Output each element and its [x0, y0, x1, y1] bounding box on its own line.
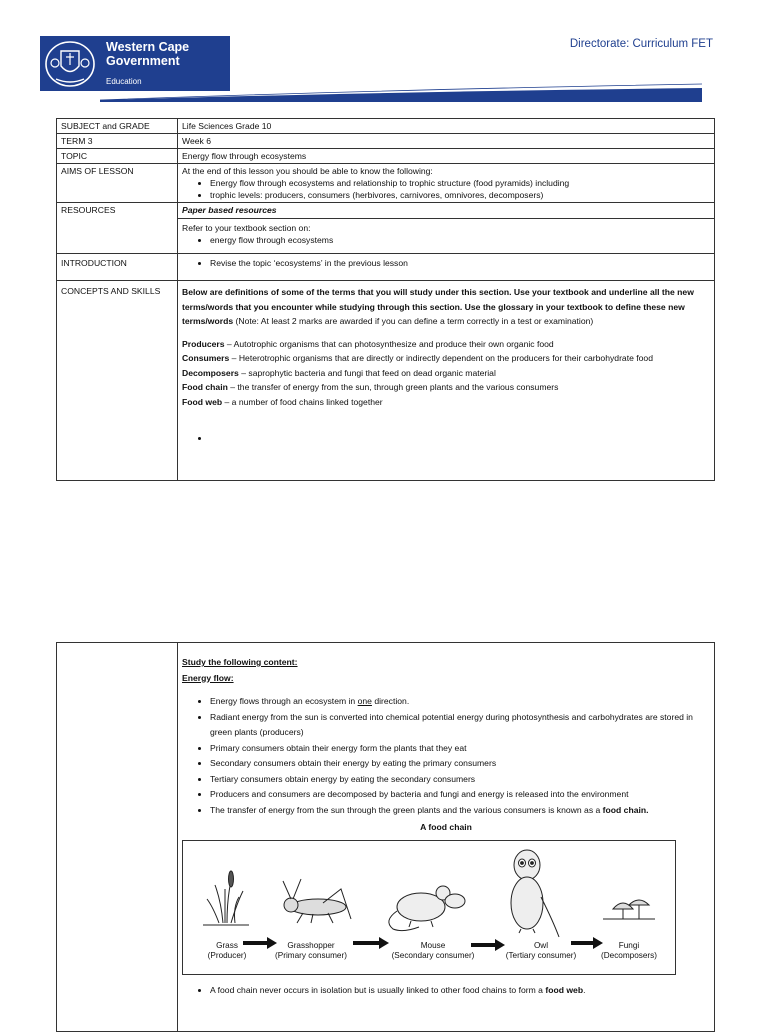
- table-row: [57, 134, 715, 149]
- energy-bullet: • Radiant energy from the sun is converted into chemical potential energy during photosynthesis and carbohydrates are stored in green plants (producers): [210, 710, 710, 741]
- row-label: RESOURCES: [57, 203, 178, 254]
- table-row: [57, 149, 715, 164]
- logo-line1: Western Cape: [106, 40, 190, 54]
- organism-label: Fungi (Decomposers): [601, 940, 657, 960]
- logo-subtitle: Education: [106, 77, 142, 86]
- aims-intro: At the end of this lesson you should be able to know the following:: [182, 166, 433, 176]
- concepts-note: (Note: At least 2 marks are awarded if you can define a term correctly in a test or examination): [233, 316, 594, 326]
- study-heading: Study the following content:: [182, 657, 298, 667]
- energy-bullet: • Primary consumers obtain their energy form the plants that they eat: [210, 741, 710, 757]
- lesson-info-table: [56, 118, 715, 481]
- fungi-icon: [603, 900, 655, 919]
- energy-bullet: • Producers and consumers are decomposed by bacteria and fungi and energy is released into the environment: [210, 787, 710, 803]
- row-label: CONCEPTS AND SKILLS: [57, 281, 178, 481]
- resources-bullet: • energy flow through ecosystems: [210, 234, 710, 246]
- food-chain-figure: [182, 840, 676, 975]
- organism-label: Grasshopper (Primary consumer): [275, 940, 347, 960]
- definition: Food web – a number of food chains linked together: [182, 396, 383, 407]
- resources-heading: Paper based resources: [178, 203, 715, 219]
- energy-bullet: • Secondary consumers obtain their energy by eating the primary consumers: [210, 756, 710, 772]
- aims-bullet: • Energy flow through ecosystems and relationship to trophic structure (food pyramids) including: [210, 177, 710, 189]
- directorate-title: Directorate: Curriculum FET: [569, 38, 713, 50]
- row-value: Week 6: [178, 134, 715, 149]
- energy-bullet: • The transfer of energy from the sun through the green plants and the various consumers is known as a food chain.: [210, 803, 710, 819]
- food-web-bullet: • A food chain never occurs in isolation but is usually linked to other food chains to form a food web.: [210, 983, 710, 999]
- concepts-intro: Below are definitions of some of the terms that you will study under this section. Use your textbook and underline all the new terms/words that you encounter while studying through this section. Use the glossary in your textbook to define these new terms/words: [182, 287, 694, 326]
- empty-bullet: [210, 431, 710, 446]
- table-row-concepts: [57, 281, 715, 481]
- table-row-aims: [57, 164, 715, 203]
- header-swoosh: [40, 80, 705, 104]
- introduction-bullet: • Revise the topic ‘ecosystems’ in the previous lesson: [210, 257, 710, 269]
- row-value: Energy flow through ecosystems: [178, 149, 715, 164]
- table-row-introduction: [57, 254, 715, 281]
- table-row: [57, 119, 715, 134]
- energy-flow-heading: Energy flow:: [182, 672, 234, 683]
- organism-label: Grass (Producer): [207, 940, 247, 960]
- row-value: Life Sciences Grade 10: [178, 119, 715, 134]
- energy-bullet: • Energy flows through an ecosystem in one direction.: [210, 694, 710, 710]
- logo-line2: Government: [106, 54, 180, 68]
- figure-title: A food chain: [420, 822, 472, 832]
- content-table: [56, 642, 715, 1032]
- owl-icon: [511, 850, 559, 937]
- row-label: TOPIC: [57, 149, 178, 164]
- definition: Consumers – Heterotrophic organisms that are directly or indirectly dependent on the producers for their carbohydrate food: [182, 353, 653, 363]
- grasshopper-icon: [283, 879, 351, 923]
- row-label: INTRODUCTION: [57, 254, 178, 281]
- definition: Decomposers – saprophytic bacteria and fungi that feed on dead organic material: [182, 367, 496, 378]
- row-label: SUBJECT and GRADE: [57, 119, 178, 134]
- definition: Food chain – the transfer of energy from the sun, through green plants and the various consumers: [182, 382, 559, 392]
- resources-refer: Refer to your textbook section on:: [182, 223, 311, 233]
- organism-label: Mouse (Secondary consumer): [391, 940, 475, 960]
- definition: Producers – Autotrophic organisms that can photosynthesize and produce their own organic food: [182, 338, 554, 349]
- organism-label: Owl (Tertiary consumer): [505, 940, 577, 960]
- grass-icon: [203, 871, 249, 925]
- energy-bullet: • Tertiary consumers obtain energy by eating the secondary consumers: [210, 772, 710, 788]
- empty-label-cell: [57, 643, 178, 1032]
- table-row: [57, 643, 715, 1032]
- aims-bullet: • trophic levels: producers, consumers (herbivores, carnivores, omnivores, decomposers): [210, 189, 710, 201]
- mouse-icon: [389, 886, 465, 931]
- row-label: TERM 3: [57, 134, 178, 149]
- row-label: AIMS OF LESSON: [57, 164, 178, 203]
- table-row-resources: [57, 203, 715, 219]
